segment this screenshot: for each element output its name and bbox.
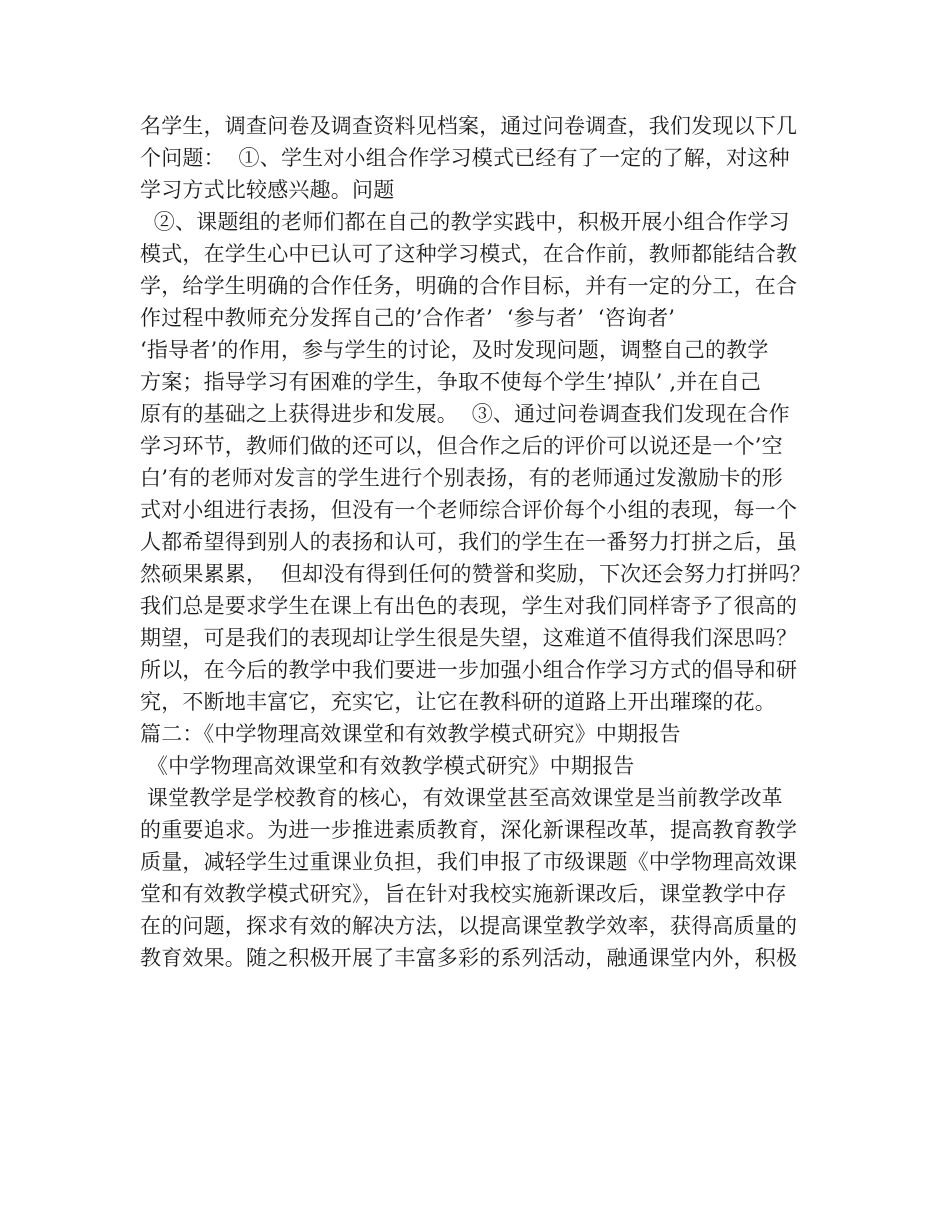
text-line: 的重要追求。为进一步推进素质教育，深化新课程改革，提高教育教学 bbox=[140, 818, 798, 842]
document-body bbox=[140, 110, 820, 974]
text-line: 课堂教学是学校教育的核心，有效课堂甚至高效课堂是当前教学改革 bbox=[140, 786, 783, 810]
text-line: 名学生，调查问卷及调查资料见档案，通过问卷调查，我们发现以下几 bbox=[140, 114, 798, 138]
text-line: 模式，在学生心中已认可了这种学习模式，在合作前，教师都能结合教 bbox=[140, 242, 798, 266]
text-line: 人都希望得到别人的表扬和认可，我们的学生在一番努力打拼之后，虽 bbox=[140, 530, 798, 554]
section-heading: 篇二：《中学物理高效课堂和有效教学模式研究》中期报告 bbox=[140, 722, 681, 746]
text-line: 式对小组进行表扬，但没有一个老师综合评价每个小组的表现，每一个 bbox=[140, 498, 798, 522]
text-line: ‘指导者’的作用，参与学生的讨论，及时发现问题，调整自己的教学 bbox=[140, 338, 769, 362]
text-line: 教育效果。随之积极开展了丰富多彩的系列活动，融通课堂内外，积极 bbox=[140, 946, 798, 970]
text-line: 质量，减轻学生过重课业负担，我们申报了市级课题《中学物理高效课 bbox=[140, 850, 798, 874]
report-title: 《中学物理高效课堂和有效教学模式研究》中期报告 bbox=[140, 754, 635, 778]
text-line: 学习环节，教师们做的还可以，但合作之后的评价可以说还是一个’空 bbox=[140, 434, 783, 458]
text-line: 所以，在今后的教学中我们要进一步加强小组合作学习方式的倡导和研 bbox=[140, 658, 798, 682]
text-line: 究，不断地丰富它，充实它，让它在教科研的道路上开出璀璨的花。 bbox=[140, 690, 776, 714]
text-line: 作过程中教师充分发挥自己的’合作者’ ‘参与者’ ‘咨询者’ bbox=[140, 306, 676, 330]
text-line: 期望，可是我们的表现却让学生很是失望，这难道不值得我们深思吗？ bbox=[140, 626, 798, 650]
text-line: 学习方式比较感兴趣。问题 bbox=[140, 178, 395, 202]
text-line: 我们总是要求学生在课上有出色的表现，学生对我们同样寄予了很高的 bbox=[140, 594, 798, 618]
text-line: 在的问题，探求有效的解决方法，以提高课堂教学效率，获得高质量的 bbox=[140, 914, 798, 938]
text-line: 然硕果累累， 但却没有得到任何的赞誉和奖励，下次还会努力打拼吗？ bbox=[140, 562, 811, 586]
text-line: 白’有的老师对发言的学生进行个别表扬，有的老师通过发激励卡的形 bbox=[140, 466, 783, 490]
text-line: ②、课题组的老师们都在自己的教学实践中，积极开展小组合作学习 bbox=[140, 210, 790, 234]
text-line: 方案；指导学习有困难的学生，争取不使每个学生’掉队’ ,并在自己 bbox=[140, 370, 762, 394]
text-line: 原有的基础之上获得进步和发展。 ③、通过问卷调查我们发现在合作 bbox=[140, 402, 790, 426]
text-line: 学，给学生明确的合作任务，明确的合作目标，并有一定的分工，在合 bbox=[140, 274, 798, 298]
text-line: 堂和有效教学模式研究》，旨在针对我校实施新课改后，课堂教学中存 bbox=[140, 882, 787, 906]
text-line: 个问题： ①、学生对小组合作学习模式已经有了一定的了解，对这种 bbox=[140, 146, 790, 170]
